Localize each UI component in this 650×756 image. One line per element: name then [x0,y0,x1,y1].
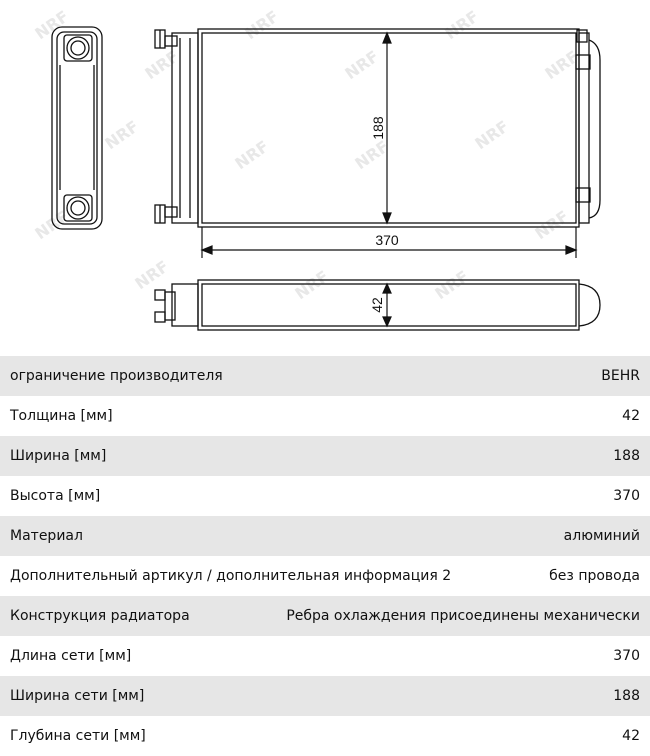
spec-value: 42 [622,728,640,744]
spec-row [0,396,650,436]
spec-label: Конструкция радиатора [10,608,190,624]
spec-label: Дополнительный артикул / дополнительная информация 2 [10,568,452,584]
watermark-text: NRF [341,46,383,84]
spec-value: алюминий [563,528,640,544]
watermark-text: NRF [231,136,273,174]
spec-row [0,676,650,716]
spec-row [0,596,650,636]
spec-label: Толщина [мм] [10,408,113,424]
spec-value: 370 [613,488,640,504]
dimension-height-label: 188 [370,116,386,140]
spec-row [0,356,650,396]
watermark-text: NRF [471,116,513,154]
watermark-text: NRF [131,256,173,294]
watermark-text: NRF [141,46,183,84]
spec-value: 188 [613,688,640,704]
dimension-depth-label: 42 [369,297,385,313]
spec-value: 370 [613,648,640,664]
spec-value: 42 [622,408,640,424]
spec-value: 188 [613,448,640,464]
watermark-text: NRF [431,266,473,304]
spec-label: Материал [10,528,83,544]
watermark-text: NRF [241,6,283,44]
side-view [52,27,102,229]
spec-label: Ширина [мм] [10,448,107,464]
spec-row [0,716,650,756]
spec-row [0,636,650,676]
watermark-text: NRF [291,266,333,304]
spec-value: без провода [549,568,640,584]
watermark-text: NRF [351,136,393,174]
nrf-watermark [31,7,582,304]
spec-label: Длина сети [мм] [10,648,132,664]
spec-row [0,556,650,596]
spec-row [0,476,650,516]
technical-drawing [0,0,650,356]
watermark-text: NRF [531,206,573,244]
spec-value: BEHR [601,368,640,384]
spec-value: Ребра охлаждения присоединены механически [286,608,640,624]
spec-label: Ширина сети [мм] [10,688,145,704]
dimension-width-label: 370 [375,232,399,248]
spec-label: Глубина сети [мм] [10,728,146,744]
watermark-text: NRF [31,6,73,44]
spec-row [0,516,650,556]
spec-table [0,356,650,756]
watermark-text: NRF [31,206,73,244]
watermark-text: NRF [101,116,143,154]
spec-row [0,436,650,476]
watermark-text: NRF [441,6,483,44]
spec-label: Высота [мм] [10,488,101,504]
watermark-text: NRF [541,46,583,84]
spec-label: ограничение производителя [10,368,223,384]
